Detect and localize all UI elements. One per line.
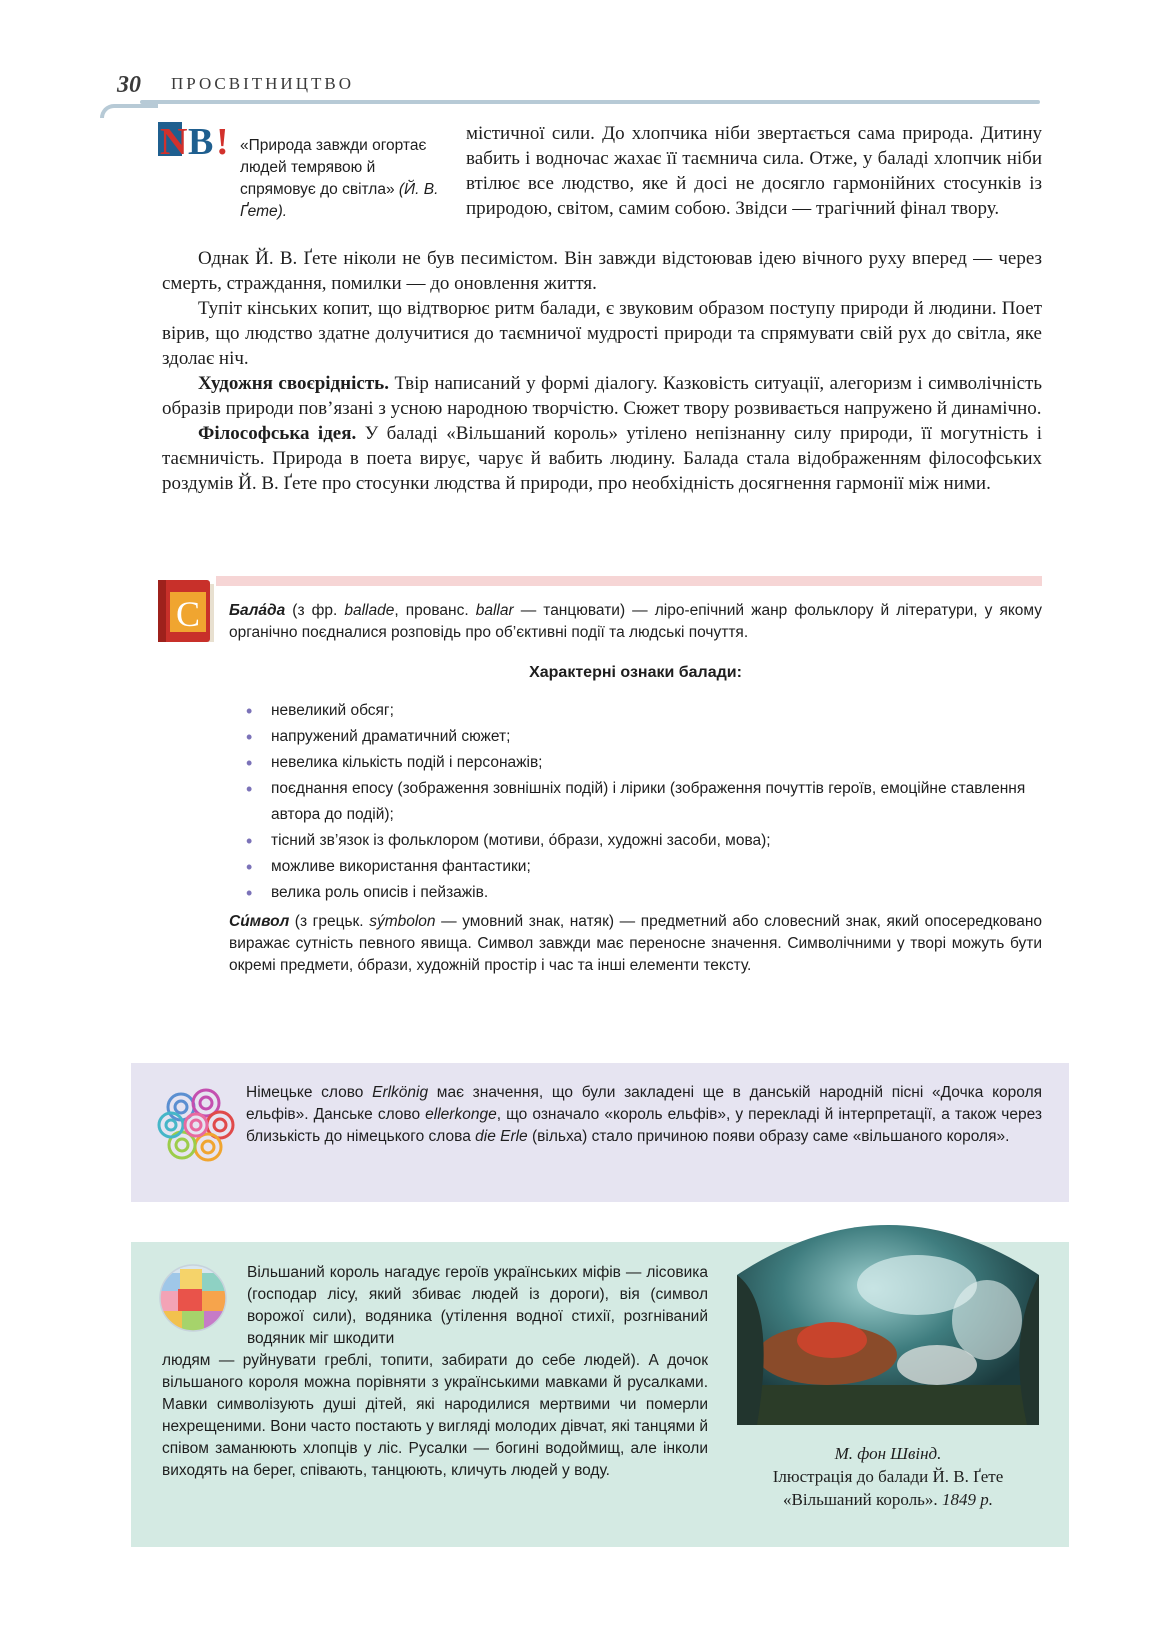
paragraph-1-text: містичної сили. До хлопчика ніби звертається сама природа. Дитину вабить і водночас жахає її таємнича сила. Отже, у баладі хлопчик ніби втілює все людство, яке й досі не досягло гармонійних стосунків із природою, світом, самим собою. Звідси — трагічний фінал твору. [466,123,1042,219]
paragraph-4-heading: Художня своєрідність. [198,373,389,394]
caption-title: «Вільшаний король». [783,1490,938,1509]
etymology-word-2: ellerkonge [425,1106,497,1123]
etymology-word-1: Erlkönig [372,1084,429,1101]
paragraph-1 [466,121,1042,221]
list-item: • можливе використання фантастики; [246,854,1042,880]
nb-quote-author: (Й. В. Ґете). [240,181,439,220]
section-title: ПРОСВІТНИЦТВО [171,74,354,93]
nb-quote-text: «Природа завжди огортає людей темрявою й спрямовує до світла» [240,137,427,198]
nb-icon [158,118,230,160]
caption-artist: М. фон Швінд. [834,1444,942,1463]
book-letter: С [175,594,201,634]
nb-quote [240,135,446,223]
list-item: • невеликий обсяг; [246,698,1042,724]
illustration-image [737,1215,1039,1425]
ballad-term: Бала́да [229,602,286,619]
etymology-text-2: має значення, що були закладені ще в данській народній пісні «Дочка короля ельфів». Данське слово [246,1084,1043,1123]
globe-icon [158,1263,228,1333]
main-text [162,246,1042,496]
header-rule-hook [100,104,158,118]
mythology-text-bottom: людям — руйнувати греблі, топити, забирати до себе людей). А дочок вільшаного короля можна порівняти з українськими мавками й русалками. Мавки символізують душі дітей, які народилися мертвими чи померли нехрещеними. Вони часто постають у вигляді молодих дівчат, які танцями й співом заманюють хлопців у ліс. Русалки — богині водоймищ, але інколи виходять на берег, співають, танцюють, кличуть людей у воду. [162,1352,708,1479]
paragraph-2: Однак Й. В. Ґете ніколи не був песимістом. Він завжди відстоював ідею вічного руху вперед — через смерть, страждання, помилки — до оновлення життя. [162,248,1042,294]
paragraph-5-heading: Філософська ідея. [198,423,357,444]
ballad-text-3: — танцювати) — ліро-епічний жанр фольклору й літератури, у якому органічно поєдналися розповідь про об’єктивні події та людські почуття. [229,602,1043,641]
etymology-word-3: die Erle [475,1128,528,1145]
list-item: • тісний зв’язок із фольклором (мотиви, о́брази, художні засоби, мова); [246,828,1042,854]
paragraph-3: Тупіт кінських копит, що відтворює ритм балади, є звуковим образом поступу природи й людини. Поет вірив, що людство здатне долучитися до таємничої мудрості природи та спрямувати свій рух до світла, яке здолає ніч. [162,298,1042,369]
symbol-greek: sу́mbolon [369,913,436,930]
svg-text:N: N [160,121,188,160]
list-item: • напружений драматичний сюжет; [246,724,1042,750]
caption-year: 1849 р. [941,1490,993,1509]
definition-bar [216,576,1042,586]
svg-text:!: ! [216,121,229,160]
svg-text:B: B [188,121,214,160]
symbol-text-1: (з грецьк. [289,913,370,930]
ballad-french: ballade [344,602,395,619]
caption-line: Ілюстрація до балади Й. В. Ґете [772,1467,1004,1486]
etymology-text [246,1082,1042,1148]
paragraph-5 [162,421,1042,496]
book-icon [158,576,218,644]
list-item: • поєднання епосу (зображення зовнішніх подій) і лірики (зображення почуттів героїв, емоційне ставлення автора до подій); [246,776,1042,828]
swirl-icon [156,1085,238,1167]
header-rule [140,100,1040,104]
list-item: • велика роль описів і пейзажів. [246,880,1042,906]
symbol-term: Си́мвол [229,913,290,930]
ballad-provencal: ballar [475,602,514,619]
paragraph-5-text: У баладі «Вільшаний король» утілено непізнанну силу природи, її могутність і таємничість. Природа в поета вирує, чарує й вабить людину. Балада стала відображенням філософських роздумів Й. В. Ґете про стосунки людства й природи, про необхідність досягнення гармонії між ними. [162,423,1042,494]
page-number: 30 [117,72,141,98]
ballad-definition [229,600,1042,644]
symbol-definition [229,911,1042,977]
ballad-text-1: (з фр. [285,602,345,619]
etymology-text-3: , що означало «король ельфів», у перекладі й інтерпретації, а також через близькість до німецького слова [246,1106,1042,1145]
features-title: Характерні ознаки балади: [529,664,742,681]
caption-title-line [737,1488,1039,1511]
symbol-text-2: — умовний знак, натяк) — предметний або словесний знак, який опосередковано виражає сутність певного явища. Символ завжди має переносне значення. Символічними у творі можуть бути окремі предмети, о́брази, художній простір і час та інші елементи тексту. [229,913,1042,974]
list-item: • невелика кількість подій і персонажів; [246,750,1042,776]
etymology-text-1: Німецьке слово [246,1084,373,1101]
ballad-text-2: , прованс. [394,602,476,619]
illustration-caption [737,1442,1039,1511]
features-list [246,698,1042,906]
paragraph-4-text: Твір написаний у формі діалогу. Казковість ситуації, алегоризм і символічність образів природи пов’язані з усною народною творчістю. Сюжет твору розвивається напружено й динамічно. [162,373,1042,419]
mythology-text-top: Вільшаний король нагадує героїв українських міфів — лісовика (господар лісу, який збиває людей із дороги), вія (символ ворожої сили), водяника (утілення водної стихії, розгніваний водяник міг шкодити [247,1264,708,1347]
etymology-text-4: (вільха) стало причиною появи образу саме «вільшаного короля». [527,1128,1010,1145]
paragraph-4 [162,371,1042,421]
